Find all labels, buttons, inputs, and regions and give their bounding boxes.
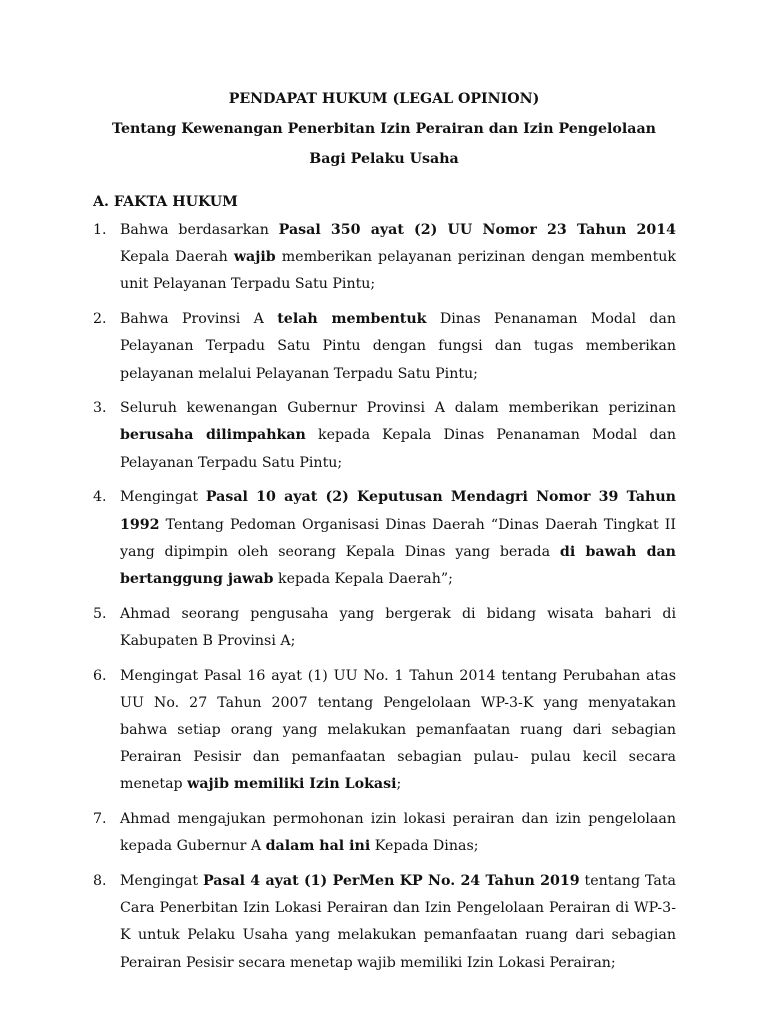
fact-text: [120, 306, 676, 388]
fact-item: [93, 601, 676, 655]
fact-item: [93, 484, 676, 593]
fact-text-segment: Seluruh kewenangan Gubernur Provinsi A dalam memberikan perizinan: [120, 400, 676, 417]
fact-number: 4.: [93, 489, 107, 506]
fact-text: [120, 806, 676, 860]
fact-number: 3.: [93, 400, 107, 417]
fact-text-segment: Ahmad seorang pengusaha yang bergerak di bidang wisata bahari di Kabupaten B Provinsi A;: [120, 605, 676, 649]
fact-number: 1.: [93, 222, 107, 238]
fact-item: [93, 306, 676, 388]
fact-number: 7.: [93, 811, 107, 828]
fact-text-bold: wajib memiliki Izin Lokasi: [187, 776, 397, 793]
fact-text: [120, 601, 676, 655]
fact-text-segment: Mengingat: [120, 872, 203, 889]
fact-text: [120, 395, 676, 477]
fact-text-segment: kepada Kepala Dinas Penanaman Modal dan Pelayanan Terpadu Satu Pintu;: [120, 427, 676, 471]
fact-text-segment: memberikan pelayanan perizinan dengan membentuk unit Pelayanan Terpadu Satu Pintu;: [120, 249, 677, 293]
fact-item: [93, 663, 676, 799]
fact-text-segment: Mengingat: [120, 489, 206, 506]
fact-text-bold: telah membentuk: [277, 311, 427, 328]
fact-item: [93, 868, 676, 977]
document-subtitle-line-1: Tentang Kewenangan Penerbitan Izin Perairan dan Izin Pengelolaan: [112, 121, 656, 137]
fact-text-bold: berusaha dilimpahkan: [120, 427, 306, 444]
fact-text: [120, 484, 676, 593]
fact-text: [120, 217, 676, 299]
document-subtitle-line-2: Bagi Pelaku Usaha: [309, 151, 459, 167]
fact-text-segment: tentang Tata Cara Penerbitan Izin Lokasi Perairan dan Izin Pengelolaan Perairan di WP-3-K untuk Pelaku Usaha yang melakukan pemanfaatan ruang dari sebagian Perairan Pesisir secara menetap wajib memiliki Izin Lokasi Perairan;: [120, 872, 676, 971]
fact-item: [93, 806, 676, 860]
fact-text-segment: Kepada Dinas;: [370, 838, 479, 855]
fact-text-bold: Pasal 4 ayat (1) PerMen KP No. 24 Tahun 2019: [202, 872, 580, 889]
fact-text-segment: Tentang Pedoman Organisasi Dinas Daerah “Dinas Daerah Tingkat II yang dipimpin oleh seorang Kepala Dinas yang berada: [120, 516, 676, 560]
fact-text-segment: Dinas Penanaman Modal dan Pelayanan Terpadu Satu Pintu dengan fungsi dan tugas memberikan pelayanan melalui Pelayanan Terpadu Satu Pintu;: [120, 311, 676, 382]
fact-number: 5.: [93, 605, 107, 622]
fact-text-segment: Ahmad mengajukan permohonan izin lokasi perairan dan izin pengelolaan kepada Gubernur A: [120, 811, 676, 855]
fact-text-segment: kepada Kepala Daerah”;: [273, 570, 453, 587]
fact-text: [120, 663, 676, 799]
section-heading: A. FAKTA HUKUM: [93, 194, 238, 210]
fact-text-bold: di bawah dan bertanggung jawab: [120, 543, 677, 587]
title-block: [0, 84, 768, 174]
document-title: PENDAPAT HUKUM (LEGAL OPINION): [228, 91, 540, 107]
fact-text-segment: ;: [396, 776, 402, 793]
fact-text-bold: dalam hal ini: [265, 838, 371, 855]
fact-text-bold: Pasal 350 ayat (2) UU Nomor 23 Tahun 2014: [278, 222, 676, 238]
fact-number: 6.: [93, 667, 107, 684]
fact-item: [93, 217, 676, 299]
fact-text-segment: Bahwa berdasarkan: [120, 222, 279, 238]
fact-text-bold: wajib: [233, 249, 276, 266]
fact-text-segment: Bahwa Provinsi A: [120, 311, 278, 328]
fact-number: 2.: [93, 311, 107, 328]
fact-text-segment: Mengingat Pasal 16 ayat (1) UU No. 1 Tahun 2014 tentang Perubahan atas UU No. 27 Tahun 2007 tentang Pengelolaan WP-3-K yang menyatakan bahwa setiap orang yang melakukan pemanfaatan ruang dari sebagian Perairan Pesisir dan pemanfaatan sebagian pulau- pulau kecil secara menetap: [120, 667, 676, 793]
fact-text: [120, 868, 676, 977]
fact-text-bold: Pasal 10 ayat (2) Keputusan Mendagri Nomor 39 Tahun 1992: [120, 489, 676, 533]
facts-list: [93, 217, 676, 984]
fact-item: [93, 395, 676, 477]
fact-number: 8.: [93, 872, 107, 889]
fact-text-segment: Kepala Daerah: [120, 249, 234, 266]
